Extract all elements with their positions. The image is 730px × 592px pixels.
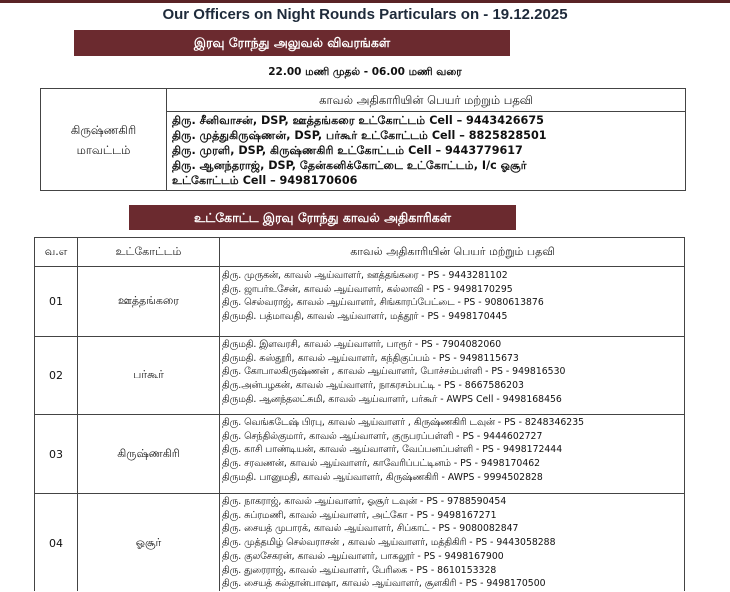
- officer-line: திரு. சுப்ரமணி, காவல் ஆய்வாளர், அட்கோ - PS - 9498167271: [222, 509, 497, 521]
- officer-line: திரு. சரவணன், காவல் ஆய்வாளர், காவேரிப்பட்டினம் - PS - 9498170462: [222, 458, 541, 470]
- officer-line: திரு. குலசேகரன், காவல் ஆய்வாளர், பாகலூர் - PS - 9498167900: [222, 550, 504, 562]
- officer-line: திரு. முருகன், காவல் ஆய்வாளர், ஊத்தங்கரை - PS - 9443281102: [222, 270, 508, 281]
- officer-line: திரு. சையத் முபாரக், காவல் ஆய்வாளர், சிப்காட் - PS - 9080082847: [222, 523, 519, 535]
- row-serial: 02: [49, 369, 63, 382]
- officer-line: திரு. முத்தமிழ் செல்வராசன் , காவல் ஆய்வாளர், மத்திகிரி - PS - 9443058288: [222, 537, 556, 549]
- row-serial: 04: [49, 536, 63, 550]
- officer-line: திரு.அன்பழகன், காவல் ஆய்வாளர், நாகரசம்பட்டி - PS - 8667586203: [222, 380, 524, 392]
- row-subdivision: ஓசூர்: [135, 535, 162, 549]
- officer-line: திரு. சையத் சுல்தான்பாஷா, காவல் ஆய்வாளர், சூளகிரி - PS - 9498170500: [222, 578, 546, 590]
- page-title: Our Officers on Night Rounds Particulars on - 19.12.2025: [162, 6, 568, 23]
- officer-line: திருமதி. பானுமதி, காவல் ஆய்வாளர், கிருஷ்ணகிரி - AWPS - 9994502828: [222, 471, 543, 483]
- row-officers: [222, 269, 681, 324]
- officer-line: திரு. கோபாலகிருஷ்ணன் , காவல் ஆய்வாளர், போச்சம்பள்ளி - PS - 949816530: [222, 366, 566, 378]
- top-rule: [0, 0, 730, 3]
- timing-text: 22.00 மணி முதல் - 06.00 மணி வரை: [268, 66, 462, 78]
- row-subdivision: கிருஷ்ணகிரி: [117, 446, 180, 460]
- row-serial: 03: [49, 447, 63, 461]
- dsp-line: திரு. முத்துகிருஷ்ணன், DSP, பர்கூர் உட்கோட்டம் Cell – 8825828501: [172, 129, 547, 142]
- officer-line: திரு. செல்வராஜ், காவல் ஆய்வாளர், சிங்காரப்பேட்டை - PS - 9080613876: [222, 297, 544, 309]
- subdivision-banner: உட்கோட்ட இரவு ரோந்து காவல் அதிகாரிகள்: [129, 205, 516, 230]
- district-name: கிருஷ்ணகிரி: [70, 122, 137, 137]
- night-rounds-banner: இரவு ரோந்து அலுவல் விவரங்கள்: [74, 30, 510, 56]
- row-officers: [222, 495, 681, 591]
- header-serial: வ.எ: [44, 244, 68, 258]
- row-subdivision: பர்கூர்: [133, 368, 164, 381]
- district-officers-table: [40, 88, 686, 191]
- row-officers: [222, 338, 681, 407]
- subdivision-table: [34, 237, 685, 591]
- row-subdivision: ஊத்தங்கரை: [118, 294, 179, 307]
- row-serial: 01: [49, 295, 63, 308]
- officer-line: திரு. வெங்கடேஷ் பிரபு, காவல் ஆய்வாளர் , கிருஷ்ணகிரி டவுன் - PS - 8248346235: [222, 417, 585, 428]
- officer-line: திரு. துரைராஜ், காவல் ஆய்வாளர், பேரிகை - PS - 8610153328: [222, 564, 497, 576]
- dsp-line: திரு. முரளி, DSP, கிருஷ்ணகிரி உட்கோட்டம் Cell – 9443779617: [172, 144, 523, 157]
- officer-line: திரு. ஜாபர்உசேன், காவல் ஆய்வாளர், கல்லாவி - PS - 9498170295: [222, 283, 513, 295]
- district-cell: [41, 89, 167, 190]
- district-label: மாவட்டம்: [76, 142, 131, 157]
- officer-line: திரு. நாகராஜ், காவல் ஆய்வாளர், ஓசூர் டவுன் - PS - 9788590454: [222, 496, 507, 507]
- officer-line: திருமதி. இளவரசி, காவல் ஆய்வாளர், பாரூர் - PS - 7904082060: [222, 339, 502, 350]
- dsp-list: [172, 113, 681, 188]
- header-subdivision: உட்கோட்டம்: [115, 244, 182, 258]
- header-officer: காவல் அதிகாரியின் பெயர் மற்றும் பதவி: [350, 244, 555, 258]
- dsp-line: திரு. ஆனந்தராஜ், DSP, தேன்கனிக்கோட்டை உட்கோட்டம், I/c ஓசூர்: [172, 159, 527, 172]
- officer-line: திரு. காசி பாண்டியன், காவல் ஆய்வாளர், வேப்பனப்பள்ளி - PS - 9498172444: [222, 444, 563, 456]
- officer-line: திருமதி. பத்மாவதி, காவல் ஆய்வாளர், மத்தூர் - PS - 9498170445: [222, 311, 508, 323]
- dsp-line: உட்கோட்டம் Cell – 9498170606: [172, 174, 358, 187]
- officer-line: திருமதி. ஆனந்தலட்சுமி, காவல் ஆய்வாளர், பர்கூர் - AWPS Cell - 9498168456: [222, 393, 562, 405]
- row-officers: [222, 416, 681, 485]
- district-table-header: காவல் அதிகாரியின் பெயர் மற்றும் பதவி: [167, 89, 685, 112]
- dsp-line: திரு. சீனிவாசன், DSP, ஊத்தங்கரை உட்கோட்டம் Cell – 9443426675: [172, 114, 544, 127]
- officer-line: திரு. செந்தில்குமார், காவல் ஆய்வாளர், குருபரப்பள்ளி - PS - 9444602727: [222, 430, 543, 442]
- officer-line: திருமதி. கஸ்தூரி, காவல் ஆய்வாளர், கந்திகுப்பம் - PS - 9498115673: [222, 352, 519, 364]
